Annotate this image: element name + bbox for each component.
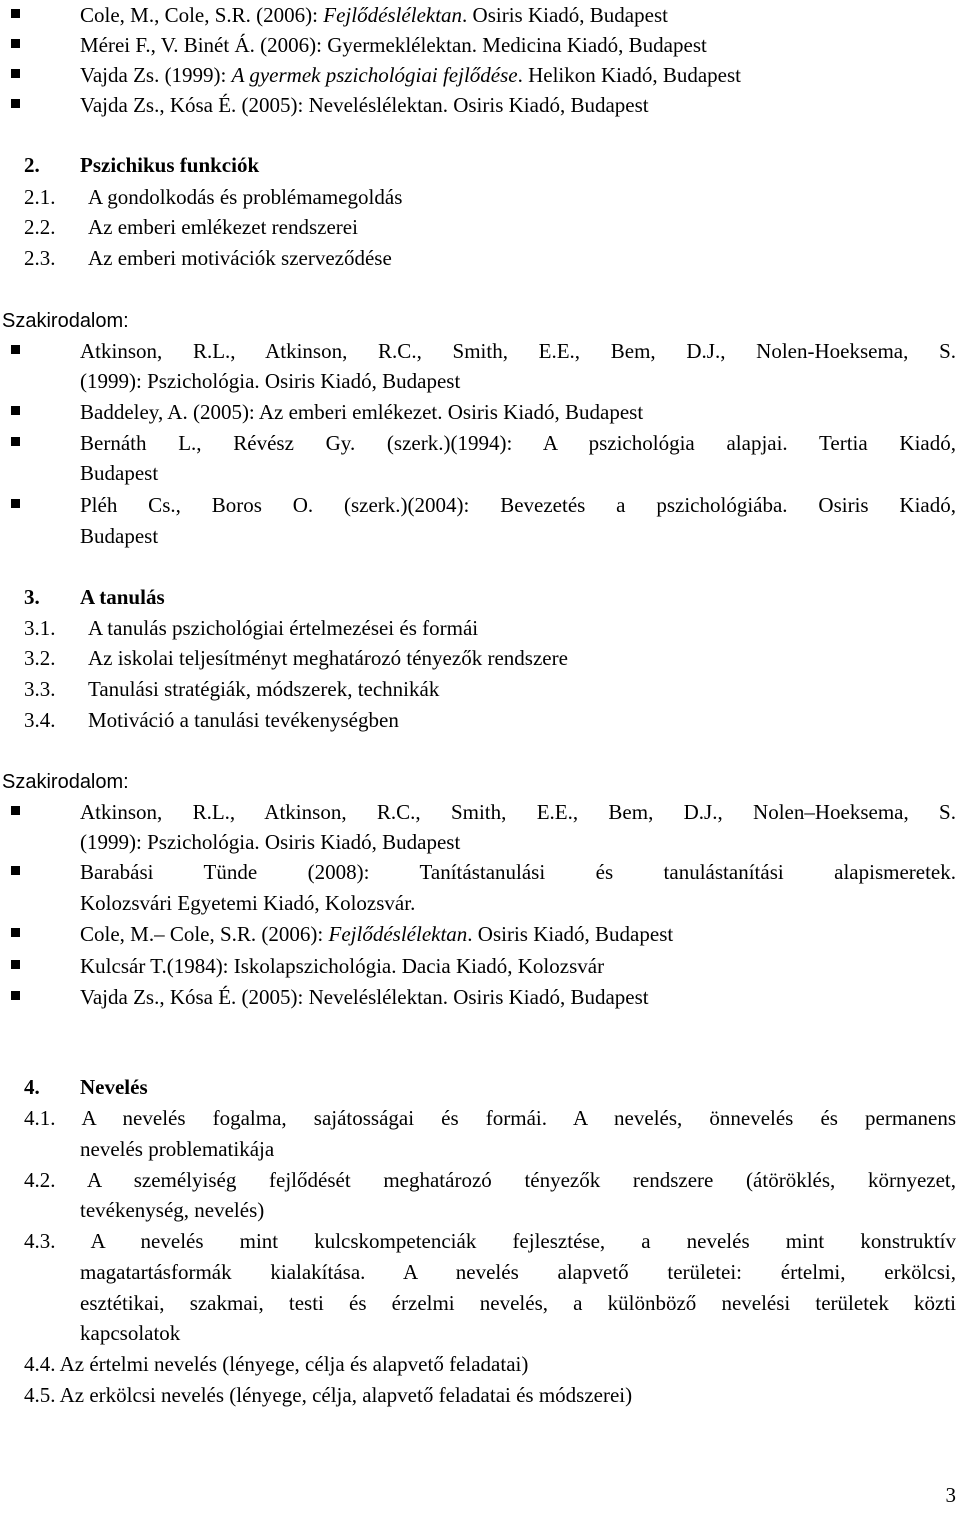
subsection-title: A tanulás pszichológiai értelmezései és formái — [88, 616, 479, 640]
list-item — [0, 0, 960, 30]
subsection-text: 4.2. A személyiség fejlődését meghatározó tényezők rendszere (átöröklés, környezet, — [24, 1168, 956, 1192]
subsection-number: 2.2. — [24, 215, 56, 239]
subsection — [0, 1103, 960, 1133]
ref-text: Vajda Zs. (1999): — [80, 63, 232, 87]
ref-text: . Helikon Kiadó, Budapest — [517, 63, 741, 87]
subsection — [0, 182, 960, 212]
subsection-continuation — [0, 1257, 960, 1287]
subsection-title: Tanulási stratégiák, módszerek, technikák — [88, 677, 440, 701]
bullet-icon — [11, 866, 20, 875]
list-item-continuation — [0, 366, 960, 396]
list-item — [0, 919, 960, 949]
list-item — [0, 982, 960, 1012]
subsection-number: 3.2. — [24, 646, 56, 670]
section-number: 3. — [24, 585, 40, 609]
subsection — [0, 1226, 960, 1256]
subsection — [0, 243, 960, 273]
references-heading — [0, 767, 960, 797]
subsection-text: 4.1. A nevelés fogalma, sajátosságai és formái. A nevelés, önnevelés és permanens — [24, 1106, 956, 1130]
ref-text: Vajda Zs., Kósa É. (2005): Neveléslélektan. Osiris Kiadó, Budapest — [80, 93, 649, 117]
list-item-continuation — [0, 888, 960, 918]
ref-text: Baddeley, A. (2005): Az emberi emlékezet. Osiris Kiadó, Budapest — [80, 400, 644, 424]
section-title: Nevelés — [80, 1075, 148, 1099]
section-heading — [0, 1072, 960, 1102]
subsection-text: magatartásformák kialakítása. A nevelés alapvető területei: értelmi, erkölcsi, — [80, 1260, 956, 1284]
subsection — [0, 643, 960, 673]
list-item-continuation — [0, 458, 960, 488]
section-heading — [0, 150, 960, 180]
list-item — [0, 60, 960, 90]
ref-text: (1999): Pszichológia. Osiris Kiadó, Budapest — [80, 369, 461, 393]
subsection-text: kapcsolatok — [80, 1321, 181, 1345]
bullet-icon — [11, 437, 20, 446]
ref-title: Fejlődéslélektan — [323, 3, 463, 27]
subsection — [0, 613, 960, 643]
section-title: Pszichikus funkciók — [80, 153, 260, 177]
list-item — [0, 397, 960, 427]
subsection-number: 3.1. — [24, 616, 56, 640]
subsection-title: Az emberi motivációk szerveződése — [88, 246, 392, 270]
subsection-title: A gondolkodás és problémamegoldás — [88, 185, 403, 209]
subsection-continuation — [0, 1195, 960, 1225]
ref-text: Cole, M.– Cole, S.R. (2006): — [80, 922, 329, 946]
ref-text: Kulcsár T.(1984): Iskolapszichológia. Dacia Kiadó, Kolozsvár — [80, 954, 605, 978]
subsection-number: 2.3. — [24, 246, 56, 270]
bullet-icon — [11, 39, 20, 48]
references-label: Szakirodalom: — [2, 310, 129, 332]
subsection — [0, 705, 960, 735]
subsection — [0, 1380, 960, 1410]
list-item — [0, 90, 960, 120]
list-item-continuation — [0, 521, 960, 551]
list-item — [0, 30, 960, 60]
bullet-icon — [11, 806, 20, 815]
subsection-title: Motiváció a tanulási tevékenységben — [88, 708, 399, 732]
subsection-text: 4.4. Az értelmi nevelés (lényege, célja és alapvető feladatai) — [24, 1352, 529, 1376]
bullet-icon — [11, 928, 20, 937]
ref-text: . Osiris Kiadó, Budapest — [462, 3, 668, 27]
ref-text: Mérei F., V. Binét Á. (2006): Gyermeklélektan. Medicina Kiadó, Budapest — [80, 33, 707, 57]
subsection-text: 4.3. A nevelés mint kulcskompetenciák fejlesztése, a nevelés mint konstruktív — [24, 1229, 956, 1253]
bullet-icon — [11, 99, 20, 108]
list-item — [0, 428, 960, 458]
bullet-icon — [11, 9, 20, 18]
list-item — [0, 797, 960, 827]
ref-text: Atkinson, R.L., Atkinson, R.C., Smith, E.E., Bem, D.J., Nolen–Hoeksema, S. — [80, 800, 956, 824]
bullet-icon — [11, 69, 20, 78]
section-number: 2. — [24, 153, 40, 177]
ref-text: Budapest — [80, 461, 159, 485]
subsection-text: 4.5. Az erkölcsi nevelés (lényege, célja, alapvető feladatai és módszerei) — [24, 1383, 633, 1407]
ref-text: Atkinson, R.L., Atkinson, R.C., Smith, E.E., Bem, D.J., Nolen-Hoeksema, S. — [80, 339, 956, 363]
bullet-icon — [11, 345, 20, 354]
subsection-number: 3.4. — [24, 708, 56, 732]
subsection-text: nevelés problematikája — [80, 1137, 275, 1161]
subsection — [0, 1349, 960, 1379]
ref-text: Barabási Tünde (2008): Tanítástanulási és tanulástanítási alapismeretek. — [80, 860, 956, 884]
page-number: 3 — [945, 1483, 956, 1507]
subsection-text: esztétikai, szakmai, testi és érzelmi nevelés, a különböző nevelési területek közti — [80, 1291, 956, 1315]
subsection-continuation — [0, 1134, 960, 1164]
ref-text: Cole, M., Cole, S.R. (2006): — [80, 3, 324, 27]
subsection-text: tevékenység, nevelés) — [80, 1198, 265, 1222]
list-item — [0, 490, 960, 520]
subsection-number: 3.3. — [24, 677, 56, 701]
section-heading — [0, 582, 960, 612]
subsection — [0, 212, 960, 242]
bullet-icon — [11, 960, 20, 969]
references-heading — [0, 306, 960, 336]
list-item — [0, 336, 960, 366]
ref-text: Pléh Cs., Boros O. (szerk.)(2004): Bevezetés a pszichológiába. Osiris Kiadó, — [80, 493, 956, 517]
ref-text: Kolozsvári Egyetemi Kiadó, Kolozsvár. — [80, 891, 416, 915]
references-label: Szakirodalom: — [2, 771, 129, 793]
bullet-icon — [11, 406, 20, 415]
subsection-title: Az emberi emlékezet rendszerei — [88, 215, 358, 239]
subsection — [0, 674, 960, 704]
bullet-icon — [11, 499, 20, 508]
ref-title: Fejlődéslélektan — [328, 922, 468, 946]
subsection-number: 2.1. — [24, 185, 56, 209]
ref-text: (1999): Pszichológia. Osiris Kiadó, Budapest — [80, 830, 461, 854]
ref-text: Bernáth L., Révész Gy. (szerk.)(1994): A pszichológia alapjai. Tertia Kiadó, — [80, 431, 956, 455]
subsection-title: Az iskolai teljesítményt meghatározó tényezők rendszere — [88, 646, 568, 670]
ref-text: . Osiris Kiadó, Budapest — [467, 922, 674, 946]
subsection — [0, 1165, 960, 1195]
section-title: A tanulás — [80, 585, 165, 609]
list-item — [0, 857, 960, 887]
bullet-icon — [11, 991, 20, 1000]
ref-text: Budapest — [80, 524, 159, 548]
subsection-continuation — [0, 1288, 960, 1318]
section-number: 4. — [24, 1075, 40, 1099]
ref-title: A gyermek pszichológiai fejlődése — [231, 63, 518, 87]
list-item-continuation — [0, 827, 960, 857]
ref-text: Vajda Zs., Kósa É. (2005): Neveléslélektan. Osiris Kiadó, Budapest — [80, 985, 649, 1009]
subsection-continuation — [0, 1318, 960, 1348]
list-item — [0, 951, 960, 981]
